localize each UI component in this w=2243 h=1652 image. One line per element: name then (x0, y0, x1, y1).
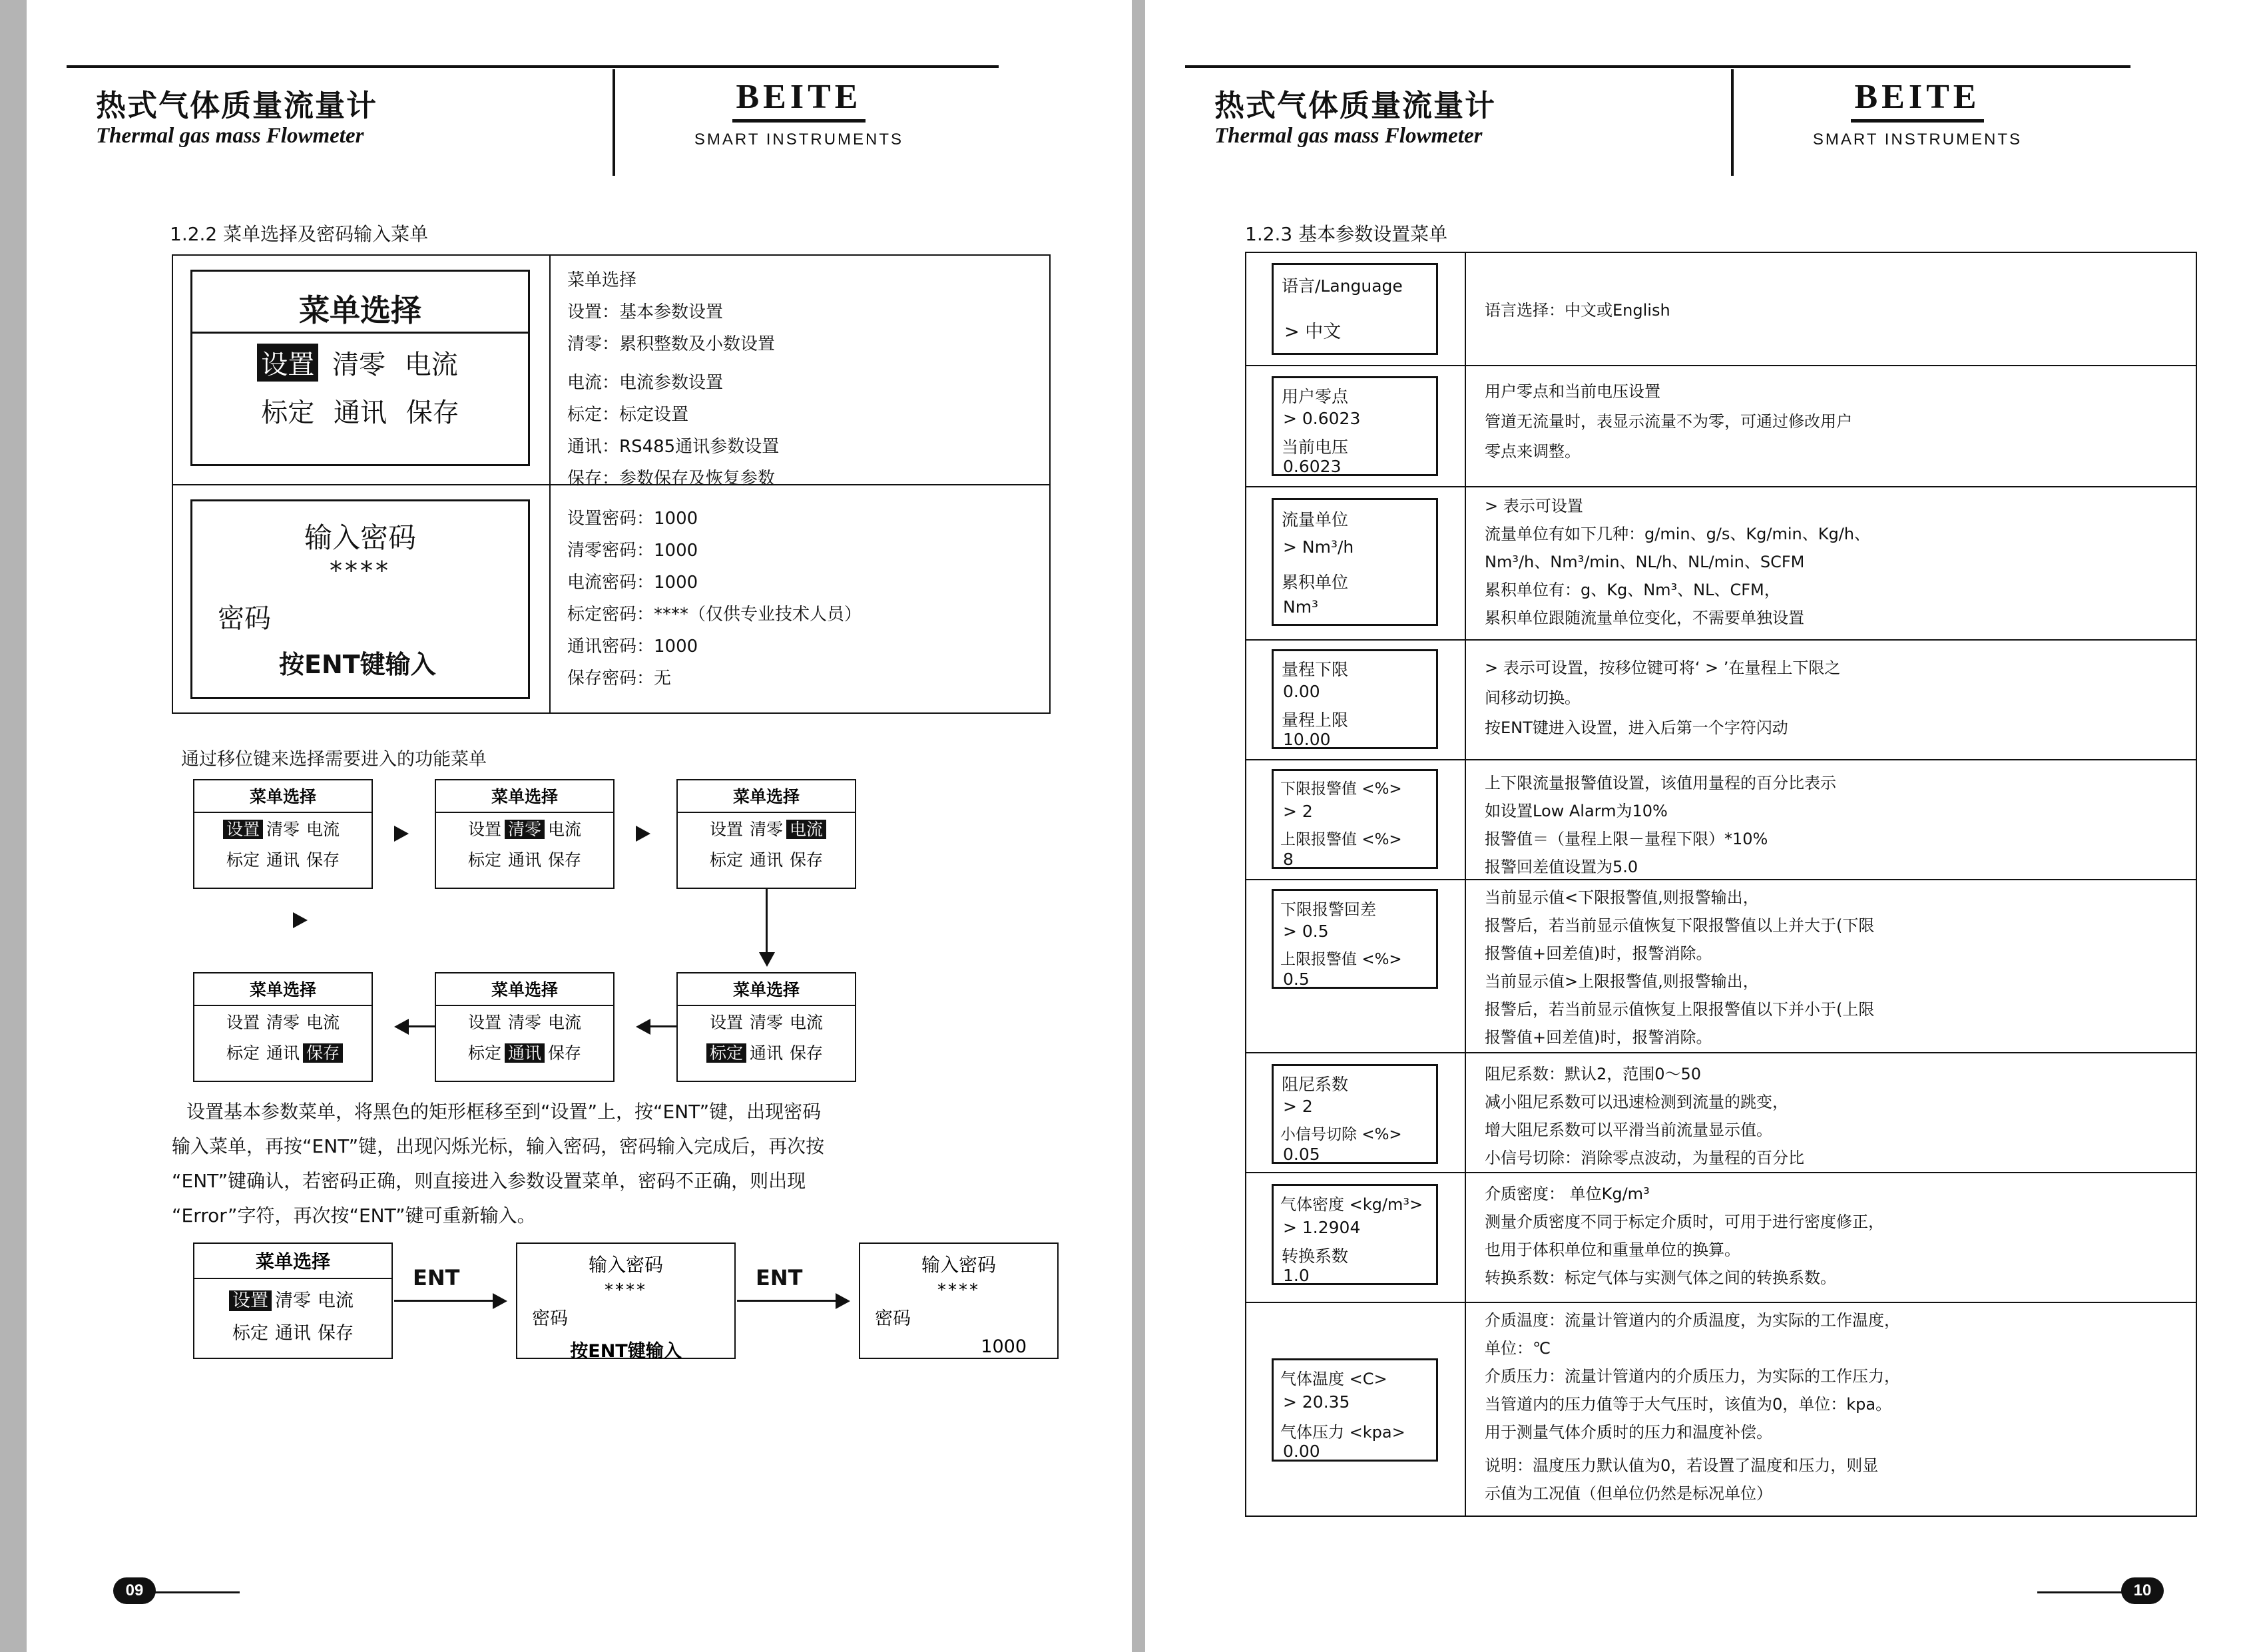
desc-gas-temp-3: 当管道内的压力值等于大气压时，该值为0，单位：kpa。 (1485, 1395, 1892, 1414)
desc-gas-temp-4: 用于测量气体介质时的压力和温度补偿。 (1485, 1423, 1772, 1442)
flow-screen-4-row2 (194, 1037, 372, 1067)
page-title-en: Thermal gas mass Flowmeter (96, 124, 364, 148)
menu-item-comm[interactable]: 通讯 (334, 398, 387, 428)
lcd-alarm-l3: 上限报警值 <%> (1280, 831, 1402, 848)
lcd-language-l2[interactable]: > 中文 (1284, 322, 1342, 342)
desc-flow-unit-0: > 表示可设置 (1485, 497, 1583, 515)
lcd-flow-unit-l4: Nm³ (1283, 597, 1319, 617)
screen6-item-calibrate[interactable]: 标定 (706, 1043, 746, 1063)
desc-gas-temp-6: 示值为工况值（但单位仍然是标况单位） (1485, 1484, 1772, 1503)
lcd-hysteresis-l1: 下限报警回差 (1280, 900, 1376, 919)
flow-screen-2-title: 菜单选择 (436, 780, 613, 813)
lcd-gas-density-l1: 气体密度 <kg/m³> (1280, 1195, 1423, 1214)
desc-gas-density-2: 也用于体积单位和重量单位的换算。 (1485, 1240, 1740, 1259)
menu-desc-1: 设置：基本参数设置 (567, 302, 724, 322)
menu-desc-6: 保存：参数保存及恢复参数 (567, 469, 776, 489)
desc-flow-unit-3: 累积单位有：g、Kg、Nm³、NL、CFM， (1485, 581, 1780, 599)
ent1-item-save[interactable]: 保存 (318, 1323, 354, 1344)
desc-alarm-3: 报警回差值设置为5.0 (1485, 858, 1638, 876)
screen1-item-calibrate[interactable]: 标定 (226, 850, 260, 870)
flow-screen-4-title: 菜单选择 (194, 973, 372, 1006)
desc-user-zero-0: 用户零点和当前电压设置 (1485, 382, 1660, 401)
lcd-pwd-line2: **** (330, 556, 391, 585)
lcd-gas-density-l3: 转换系数 (1282, 1246, 1349, 1266)
desc-hysteresis-4: 报警后，若当前显示值恢复上限报警值以下并小于(上限 (1485, 1000, 1875, 1019)
flow-line-6-5 (650, 1025, 677, 1027)
flow-screen-1-row1 (194, 813, 372, 844)
screen2-item-calibrate[interactable]: 标定 (467, 850, 501, 870)
screen1-item-current[interactable]: 电流 (306, 820, 340, 839)
lcd-range-l4: 10.00 (1283, 730, 1331, 749)
right-page (1145, 0, 2243, 1652)
pwd-desc-4: 通讯密码：1000 (567, 637, 698, 657)
desc-gas-temp-0: 介质温度：流量计管道内的介质温度，为实际的工作温度， (1485, 1311, 1900, 1330)
left-page (27, 0, 1132, 1652)
lcd-menu-title: 菜单选择 (192, 286, 528, 334)
param-row-sep-2 (1245, 486, 2197, 487)
menu-desc-2: 清零：累积整数及小数设置 (567, 334, 776, 354)
lcd-alarm-l2[interactable]: > 2 (1283, 802, 1313, 821)
lcd-language (1272, 263, 1438, 355)
screen6-item-settings[interactable]: 设置 (709, 1013, 743, 1032)
screen4-item-current[interactable]: 电流 (306, 1013, 340, 1032)
desc-alarm-1: 如设置Low Alarm为10% (1485, 802, 1668, 820)
desc-flow-unit-4: 累积单位跟随流量单位变化，不需要单独设置 (1485, 609, 1804, 627)
desc-user-zero-2: 零点来调整。 (1485, 442, 1581, 461)
lcd-menu-row2 (192, 392, 528, 429)
flow-screen-6-row1 (678, 1006, 855, 1037)
screen2-item-clear[interactable]: 清零 (505, 820, 545, 839)
flow-screen-3 (676, 779, 856, 889)
ent-screen-3 (859, 1242, 1059, 1359)
arrow-2-3 (636, 826, 650, 842)
param-row-sep-5 (1245, 879, 2197, 880)
screen5-item-settings[interactable]: 设置 (467, 1013, 501, 1032)
param-row-sep-1 (1245, 365, 2197, 366)
param-row-sep-4 (1245, 759, 2197, 760)
pwd-desc-2: 电流密码：1000 (567, 573, 698, 593)
desc-hysteresis-0: 当前显示值<下限报警值,则报警输出， (1485, 888, 1759, 907)
ent1-item-clear[interactable]: 清零 (275, 1290, 311, 1311)
desc-damping-0: 阻尼系数：默认2，范围0～50 (1485, 1065, 1702, 1083)
flow-screen-2-row2 (436, 844, 613, 874)
screen2-item-save[interactable]: 保存 (548, 850, 582, 870)
desc-language-0: 语言选择：中文或English (1485, 301, 1670, 320)
ent-screen-1 (193, 1242, 393, 1359)
flow-screen-4 (193, 972, 373, 1082)
menu-item-settings[interactable]: 设置 (257, 344, 318, 382)
menu-item-calibrate[interactable]: 标定 (261, 398, 315, 428)
ent-screen-2-l2: **** (605, 1280, 647, 1300)
left-page-number: 09 (113, 1577, 156, 1604)
lcd-hysteresis-l4: 0.5 (1283, 969, 1310, 989)
pwd-desc-5: 保存密码：无 (567, 669, 672, 688)
header-rule-right (1185, 65, 2130, 68)
desc-damping-1: 减小阻尼系数可以迅速检测到流量的跳变， (1485, 1093, 1788, 1111)
lcd-damping (1272, 1064, 1438, 1164)
pwd-desc-3: 标定密码：****（仅供专业技术人员） (567, 605, 862, 625)
desc-gas-temp-2: 介质压力：流量计管道内的介质压力，为实际的工作压力， (1485, 1367, 1900, 1386)
lcd-hysteresis-l3: 上限报警值 <%> (1280, 951, 1402, 968)
lcd-range (1272, 649, 1438, 749)
flow-screen-2 (435, 779, 615, 889)
screen3-item-save[interactable]: 保存 (790, 850, 824, 870)
lcd-damping-l1: 阻尼系数 (1282, 1075, 1349, 1094)
lcd-gas-density (1272, 1184, 1438, 1285)
flow-screen-3-title: 菜单选择 (678, 780, 855, 813)
lcd-range-l3: 量程上限 (1282, 710, 1349, 730)
screen4-item-calibrate[interactable]: 标定 (226, 1043, 260, 1063)
lcd-pwd-line3: 密码 (218, 603, 271, 634)
left-paragraph-line-1: 输入菜单，再按“ENT”键，出现闪烁光标，输入密码，密码输入完成后，再次按 (172, 1135, 825, 1157)
desc-range-2: 按ENT键进入设置，进入后第一个字符闪动 (1485, 718, 1788, 737)
lcd-menu-row1 (192, 344, 528, 382)
flow-connector-right (766, 889, 768, 956)
lcd-gas-density-l2[interactable]: > 1.2904 (1283, 1218, 1361, 1237)
screen3-item-settings[interactable]: 设置 (709, 820, 743, 839)
ent-screen-1-row2 (194, 1315, 391, 1348)
screen6-item-clear[interactable]: 清零 (749, 1013, 783, 1032)
desc-damping-2: 增大阻尼系数可以平滑当前流量显示值。 (1485, 1121, 1772, 1139)
desc-hysteresis-3: 当前显示值>上限报警值,则报警输出， (1485, 972, 1759, 991)
screen5-item-comm[interactable]: 通讯 (505, 1043, 545, 1063)
flow-screen-1-title: 菜单选择 (194, 780, 372, 813)
ent-screen-1-title: 菜单选择 (194, 1244, 391, 1279)
right-page-number: 10 (2121, 1577, 2164, 1604)
menu-item-clear[interactable]: 清零 (332, 350, 385, 380)
lcd-user-zero-l1: 用户零点 (1282, 387, 1349, 406)
flow-screen-6-row2 (678, 1037, 855, 1067)
brand-logo (652, 77, 945, 149)
desc-range-1: 间移动切换。 (1485, 688, 1581, 707)
desc-hysteresis-2: 报警值+回差值)时，报警消除。 (1485, 944, 1712, 963)
desc-range-0: > 表示可设置，按移位键可将‘ > ’在量程上下限之 (1485, 659, 1841, 677)
lcd-hysteresis-l2[interactable]: > 0.5 (1283, 922, 1329, 941)
screen5-item-save[interactable]: 保存 (548, 1043, 582, 1063)
lcd-gas-temp-l1: 气体温度 <C> (1280, 1370, 1387, 1388)
flow-screen-5-title: 菜单选择 (436, 973, 613, 1006)
page-title-cn: 热式气体质量流量计 (96, 88, 378, 123)
ent-line-1 (394, 1300, 494, 1302)
ent-screen-3-l2: **** (937, 1280, 980, 1300)
pwd-desc-0: 设置密码：1000 (567, 509, 698, 529)
arrow-1-2 (394, 826, 409, 842)
flow-screen-5-row1 (436, 1006, 613, 1037)
screen4-item-clear[interactable]: 清零 (266, 1013, 300, 1032)
menu-desc-3: 电流：电流参数设置 (567, 373, 724, 393)
screen5-item-clear[interactable]: 清零 (507, 1013, 541, 1032)
lcd-pwd-line4: 按ENT键输入 (279, 650, 436, 679)
screen3-item-current[interactable]: 电流 (786, 820, 826, 839)
lcd-flow-unit (1272, 498, 1438, 626)
screen2-item-settings[interactable]: 设置 (467, 820, 501, 839)
ent-screen-2-l4: 按ENT键输入 (570, 1341, 682, 1362)
screen1-item-settings[interactable]: 设置 (223, 820, 263, 839)
right-page-header (1185, 65, 2210, 152)
right-section-title: 1.2.3 基本参数设置菜单 (1245, 223, 1448, 245)
ent1-item-settings[interactable]: 设置 (229, 1290, 272, 1311)
ent-screen-2 (516, 1242, 736, 1362)
desc-alarm-2: 报警值＝（量程上限－量程下限）*10% (1485, 830, 1768, 848)
screen5-item-current[interactable]: 电流 (548, 1013, 582, 1032)
lcd-range-l1: 量程下限 (1282, 660, 1349, 679)
screen1-item-comm[interactable]: 通讯 (266, 850, 300, 870)
menu-item-current[interactable]: 电流 (404, 350, 458, 380)
desc-user-zero-1: 管道无流量时，表显示流量不为零，可通过修改用户 (1485, 412, 1852, 431)
brand-name: BEITE (732, 77, 866, 123)
left-page-header (67, 65, 1092, 152)
screen2-item-current[interactable]: 电流 (548, 820, 582, 839)
lcd-hysteresis (1272, 889, 1438, 989)
flow-screen-5-row2 (436, 1037, 613, 1067)
ent-screen-3-l4: 1000 (981, 1336, 1027, 1357)
screen6-item-comm[interactable]: 通讯 (749, 1043, 783, 1063)
flow-caption: 通过移位键来选择需要进入的功能菜单 (181, 749, 487, 770)
screen4-item-settings[interactable]: 设置 (226, 1013, 260, 1032)
lcd-pwd-line1: 输入密码 (304, 521, 416, 554)
ent-screen-3-l1: 输入密码 (921, 1254, 996, 1276)
header-rule (67, 65, 999, 68)
screen1-item-save[interactable]: 保存 (306, 850, 340, 870)
desc-gas-density-0: 介质密度： 单位Kg/m³ (1485, 1185, 1650, 1203)
desc-gas-temp-1: 单位：℃ (1485, 1339, 1551, 1358)
menu-desc-4: 标定：标定设置 (567, 405, 689, 425)
screen3-item-comm[interactable]: 通讯 (749, 850, 783, 870)
brand-name-right: BEITE (1851, 77, 1985, 123)
desc-hysteresis-1: 报警后，若当前显示值恢复下限报警值以上并大于(下限 (1485, 916, 1875, 935)
flow-screen-1 (193, 779, 373, 889)
arrow-5-4 (394, 1019, 409, 1035)
param-row-sep-6 (1245, 1052, 2197, 1053)
screen3-item-calibrate[interactable]: 标定 (709, 850, 743, 870)
lcd-gas-density-l4: 1.0 (1283, 1266, 1310, 1285)
menu-desc-5: 通讯：RS485通讯参数设置 (567, 437, 780, 457)
flow-screen-5 (435, 972, 615, 1082)
screen6-item-current[interactable]: 电流 (790, 1013, 824, 1032)
lcd-user-zero-l4: 0.6023 (1283, 457, 1342, 476)
arrow-mid-left (293, 912, 308, 928)
lcd-gas-temp-l4: 0.00 (1283, 1442, 1320, 1461)
desc-gas-temp-5: 说明：温度压力默认值为0，若设置了温度和压力，则显 (1485, 1456, 1879, 1475)
lcd-damping-l4: 0.05 (1283, 1145, 1320, 1164)
page-title-cn-right: 热式气体质量流量计 (1214, 88, 1497, 123)
desc-flow-unit-1: 流量单位有如下几种：g/min、g/s、Kg/min、Kg/h、 (1485, 525, 1870, 543)
screen4-item-comm[interactable]: 通讯 (266, 1043, 300, 1063)
screen1-item-clear[interactable]: 清零 (266, 820, 300, 839)
screen3-item-clear[interactable]: 清零 (749, 820, 783, 839)
arrow-6-5 (636, 1019, 650, 1035)
lcd-damping-l3: 小信号切除 <%> (1280, 1126, 1402, 1143)
pwd-desc-1: 清零密码：1000 (567, 541, 698, 561)
lcd-user-zero-l3: 当前电压 (1282, 437, 1349, 457)
screen2-item-comm[interactable]: 通讯 (507, 850, 541, 870)
lcd-user-zero-l2[interactable]: > 0.6023 (1283, 409, 1361, 428)
left-paragraph-line-2: “ENT”键确认，若密码正确，则直接进入参数设置菜单，密码不正确，则出现 (172, 1170, 806, 1192)
ent-key-2: ENT (756, 1265, 803, 1290)
header-divider (613, 69, 615, 176)
lcd-range-l2[interactable]: 0.00 (1283, 682, 1320, 701)
menu-item-save[interactable]: 保存 (405, 398, 459, 428)
desc-gas-density-1: 测量介质密度不同于标定介质时，可用于进行密度修正， (1485, 1213, 1884, 1231)
param-row-sep-8 (1245, 1302, 2197, 1303)
flow-line-5-4 (409, 1025, 435, 1027)
param-table-vline (1465, 252, 1466, 1517)
lcd-user-zero (1272, 376, 1438, 476)
desc-flow-unit-2: Nm³/h、Nm³/min、NL/h、NL/min、SCFM (1485, 553, 1805, 571)
page-title-en-right: Thermal gas mass Flowmeter (1214, 124, 1483, 148)
desc-gas-density-3: 转换系数：标定气体与实测气体之间的转换系数。 (1485, 1268, 1836, 1287)
left-paragraph-line-0: 设置基本参数菜单，将黑色的矩形框移至到“设置”上，按“ENT”键，出现密码 (186, 1101, 822, 1123)
lcd-flow-unit-l3: 累积单位 (1282, 573, 1349, 592)
flow-screen-3-row2 (678, 844, 855, 874)
desc-hysteresis-5: 报警值+回差值)时，报警消除。 (1485, 1028, 1712, 1047)
flow-screen-2-row1 (436, 813, 613, 844)
desc-alarm-0: 上下限流量报警值设置，该值用量程的百分比表示 (1485, 774, 1836, 792)
left-paragraph-line-3: “Error”字符，再次按“ENT”键可重新输入。 (172, 1205, 536, 1227)
flow-screen-6-title: 菜单选择 (678, 973, 855, 1006)
screen6-item-save[interactable]: 保存 (790, 1043, 824, 1063)
brand-subtitle-right: SMART INSTRUMENTS (1812, 131, 2023, 148)
desc-damping-3: 小信号切除：消除零点波动，为量程的百分比 (1485, 1149, 1804, 1167)
lcd-flow-unit-l1: 流量单位 (1282, 510, 1349, 529)
screen4-item-save[interactable]: 保存 (303, 1043, 343, 1063)
ent-arrow-1 (493, 1293, 507, 1309)
lcd-alarm-l4: 8 (1283, 850, 1294, 869)
ent-screen-3-l3: 密码 (875, 1308, 911, 1329)
flow-screen-1-row2 (194, 844, 372, 874)
ent1-item-calibrate[interactable]: 标定 (232, 1323, 268, 1344)
ent-line-2 (737, 1300, 837, 1302)
lcd-password (190, 499, 530, 699)
ent-key-1: ENT (413, 1265, 460, 1290)
lcd-flow-unit-l2[interactable]: > Nm³/h (1283, 537, 1354, 557)
ent-screen-2-l1: 输入密码 (588, 1254, 663, 1276)
param-row-sep-7 (1245, 1172, 2197, 1173)
flow-screen-3-row1 (678, 813, 855, 844)
flow-screen-6 (676, 972, 856, 1082)
brand-logo-right (1771, 77, 2064, 149)
lcd-alarm (1272, 769, 1438, 869)
lcd-gas-temp-l3: 气体压力 <kpa> (1280, 1423, 1405, 1442)
header-divider-right (1731, 69, 1734, 176)
lcd-menu-select (190, 270, 530, 466)
flow-screen-4-row1 (194, 1006, 372, 1037)
menu-desc-0: 菜单选择 (567, 270, 637, 290)
param-row-sep-3 (1245, 639, 2197, 641)
lcd-alarm-l1: 下限报警值 <%> (1280, 780, 1402, 798)
arrow-3-6 (759, 952, 775, 967)
screen5-item-calibrate[interactable]: 标定 (467, 1043, 501, 1063)
ent-arrow-2 (836, 1293, 850, 1309)
lcd-gas-temp-l2[interactable]: > 20.35 (1283, 1392, 1350, 1412)
lcd-damping-l2[interactable]: > 2 (1283, 1097, 1313, 1116)
ent1-item-current[interactable]: 电流 (318, 1290, 354, 1311)
ent-screen-2-l3: 密码 (532, 1308, 568, 1329)
ent1-item-comm[interactable]: 通讯 (275, 1323, 311, 1344)
ent-screen-1-row1 (194, 1279, 391, 1315)
brand-subtitle: SMART INSTRUMENTS (694, 131, 904, 148)
left-section-title: 1.2.2 菜单选择及密码输入菜单 (170, 223, 429, 245)
lcd-gas-temp (1272, 1358, 1438, 1462)
lcd-language-l1: 语言/Language (1282, 276, 1403, 296)
